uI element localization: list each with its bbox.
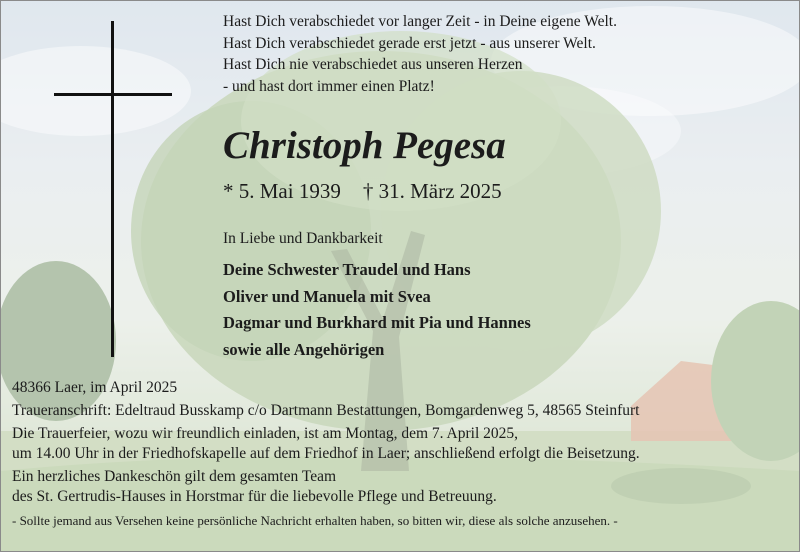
deceased-name: Christoph Pegesa bbox=[223, 124, 506, 167]
mourner-line: sowie alle Angehörigen bbox=[223, 339, 385, 359]
mourning-address: Traueranschrift: Edeltraud Busskamp c/o Dartmann Bestattungen, Bomgardenweg 5, 48565 Steinfurt bbox=[12, 402, 640, 419]
memorial-poem bbox=[223, 11, 617, 97]
mourners-list bbox=[223, 257, 531, 363]
mourner-line: Oliver und Manuela mit Svea bbox=[223, 286, 431, 306]
place-date: 48366 Laer, im April 2025 bbox=[12, 379, 178, 396]
notice-details bbox=[12, 378, 640, 531]
footnote: - Sollte jemand aus Versehen keine persönliche Nachricht erhalten haben, so bitten wir, diese als solche anzusehen. - bbox=[12, 513, 618, 528]
thanks-line: Ein herzliches Dankeschön gilt dem gesamten Team bbox=[12, 468, 337, 485]
mourner-line: Deine Schwester Traudel und Hans bbox=[223, 260, 471, 279]
birth-date: * 5. Mai 1939 bbox=[223, 179, 341, 203]
in-love-line: In Liebe und Dankbarkeit bbox=[223, 230, 383, 247]
death-date: † 31. März 2025 bbox=[362, 179, 502, 203]
poem-line: Hast Dich verabschiedet gerade erst jetzt - aus unserer Welt. bbox=[223, 34, 596, 52]
cross-bar bbox=[54, 93, 172, 96]
poem-line: - und hast dort immer einen Platz! bbox=[223, 77, 435, 95]
thanks-line: des St. Gertrudis-Hauses in Horstmar für die liebevolle Pflege und Betreuung. bbox=[12, 488, 497, 505]
life-dates bbox=[223, 179, 502, 204]
mourner-line: Dagmar und Burkhard mit Pia und Hannes bbox=[223, 313, 531, 332]
poem-line: Hast Dich verabschiedet vor langer Zeit - in Deine eigene Welt. bbox=[223, 13, 617, 30]
ceremony-line: Die Trauerfeier, wozu wir freundlich einladen, ist am Montag, dem 7. April 2025, bbox=[12, 425, 519, 442]
poem-line: Hast Dich nie verabschiedet aus unseren Herzen bbox=[223, 56, 523, 73]
latin-cross-icon bbox=[111, 21, 114, 357]
ceremony-line: um 14.00 Uhr in der Friedhofskapelle auf dem Friedhof in Laer; anschließend erfolgt die Beisetzung. bbox=[12, 445, 640, 462]
